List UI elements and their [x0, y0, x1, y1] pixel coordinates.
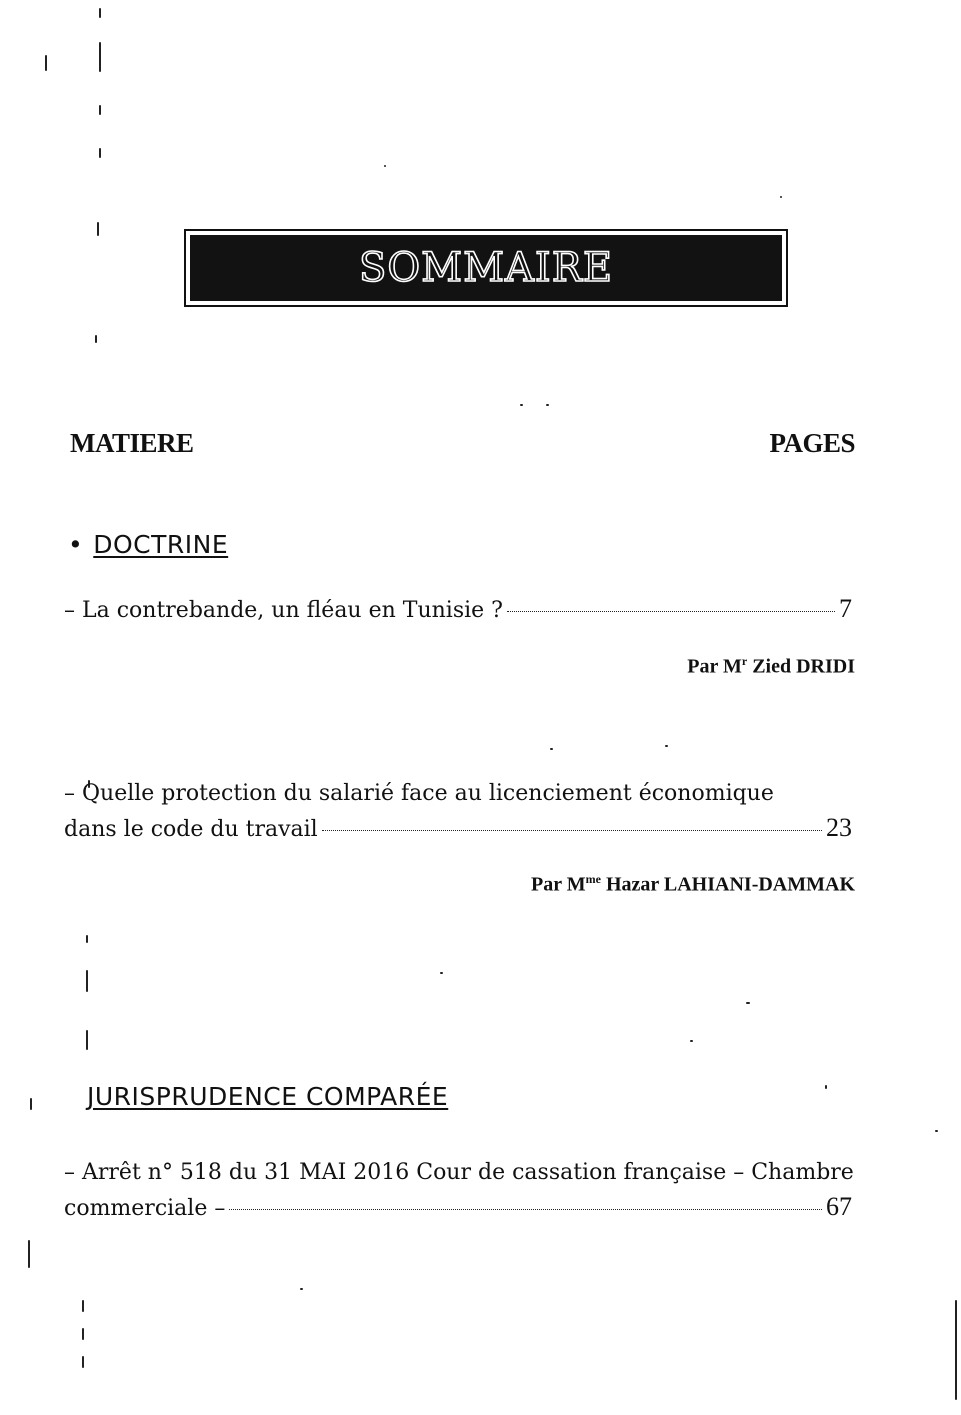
sommaire-banner	[184, 229, 788, 307]
scan-speck	[746, 1002, 750, 1004]
scan-speck	[99, 8, 101, 18]
column-header-matiere: MATIERE	[70, 428, 194, 458]
toc-entry	[64, 1156, 852, 1226]
scan-speck	[28, 1240, 30, 1268]
sommaire-banner-fill	[190, 235, 782, 301]
scan-speck	[955, 1300, 957, 1400]
scan-speck	[665, 745, 668, 747]
scan-speck	[550, 748, 553, 750]
scan-speck	[690, 1040, 693, 1042]
bullet-icon: •	[68, 530, 84, 559]
scan-speck	[935, 1130, 938, 1132]
dot-leader	[229, 1209, 822, 1210]
scan-speck	[86, 1030, 88, 1050]
scan-speck	[30, 1098, 32, 1110]
entry-title: La contrebande, un fléau en Tunisie ?	[82, 598, 503, 623]
dot-leader	[322, 830, 822, 831]
scan-speck	[300, 1288, 303, 1290]
scan-speck	[384, 165, 386, 167]
section-heading-doctrine	[68, 530, 228, 559]
scan-speck	[95, 335, 97, 343]
scan-speck	[546, 404, 549, 406]
author-title-sup: r	[741, 654, 748, 668]
author-prefix: Par M	[531, 873, 586, 896]
entry-dash: –	[64, 598, 75, 623]
scan-speck	[86, 970, 88, 992]
entry-title-cont: commerciale –	[64, 1196, 226, 1221]
page-title: SOMMAIRE	[358, 245, 614, 291]
column-header-pages: PAGES	[769, 428, 855, 458]
entry-title: Quelle protection du salarié face au licenciement économique	[82, 781, 774, 806]
scan-speck	[82, 1328, 84, 1340]
toc-entry-line	[64, 592, 852, 628]
scan-speck	[825, 1085, 827, 1089]
author-prefix: Par M	[687, 655, 742, 678]
scan-speck	[97, 222, 99, 236]
scan-speck	[82, 1300, 84, 1312]
scan-speck	[99, 105, 101, 115]
section-label: DOCTRINE	[93, 530, 229, 559]
toc-entry	[64, 592, 852, 628]
dot-leader	[507, 611, 835, 612]
entry-author	[687, 654, 855, 679]
section-heading-jurisprudence: JURISPRUDENCE COMPARÉE	[87, 1082, 449, 1111]
author-name: Zied DRIDI	[752, 655, 855, 678]
toc-entry-line	[64, 1156, 852, 1190]
scan-speck	[780, 196, 782, 198]
entry-page-number: 7	[839, 594, 852, 623]
scan-speck	[440, 972, 443, 974]
toc-entry	[64, 777, 852, 847]
entry-title: Arrêt n° 518 du 31 MAI 2016 Cour de cassation française – Chambre	[82, 1160, 854, 1185]
entry-page-number: 23	[826, 813, 852, 842]
entry-author	[531, 872, 855, 897]
toc-entry-line	[64, 777, 852, 811]
scan-speck	[520, 404, 523, 406]
entry-page-number: 67	[826, 1192, 852, 1221]
scan-speck	[99, 148, 101, 158]
entry-title-cont: dans le code du travail	[64, 817, 318, 842]
entry-dash: –	[64, 1160, 75, 1185]
author-title-sup: me	[585, 872, 601, 886]
scan-speck	[99, 42, 101, 72]
toc-entry-line	[64, 811, 852, 847]
scan-speck	[82, 1356, 84, 1368]
author-name: Hazar LAHIANI-DAMMAK	[605, 873, 855, 896]
toc-entry-line	[64, 1190, 852, 1226]
scan-speck	[86, 935, 88, 943]
entry-dash: –	[64, 781, 75, 806]
scan-speck	[45, 55, 47, 71]
